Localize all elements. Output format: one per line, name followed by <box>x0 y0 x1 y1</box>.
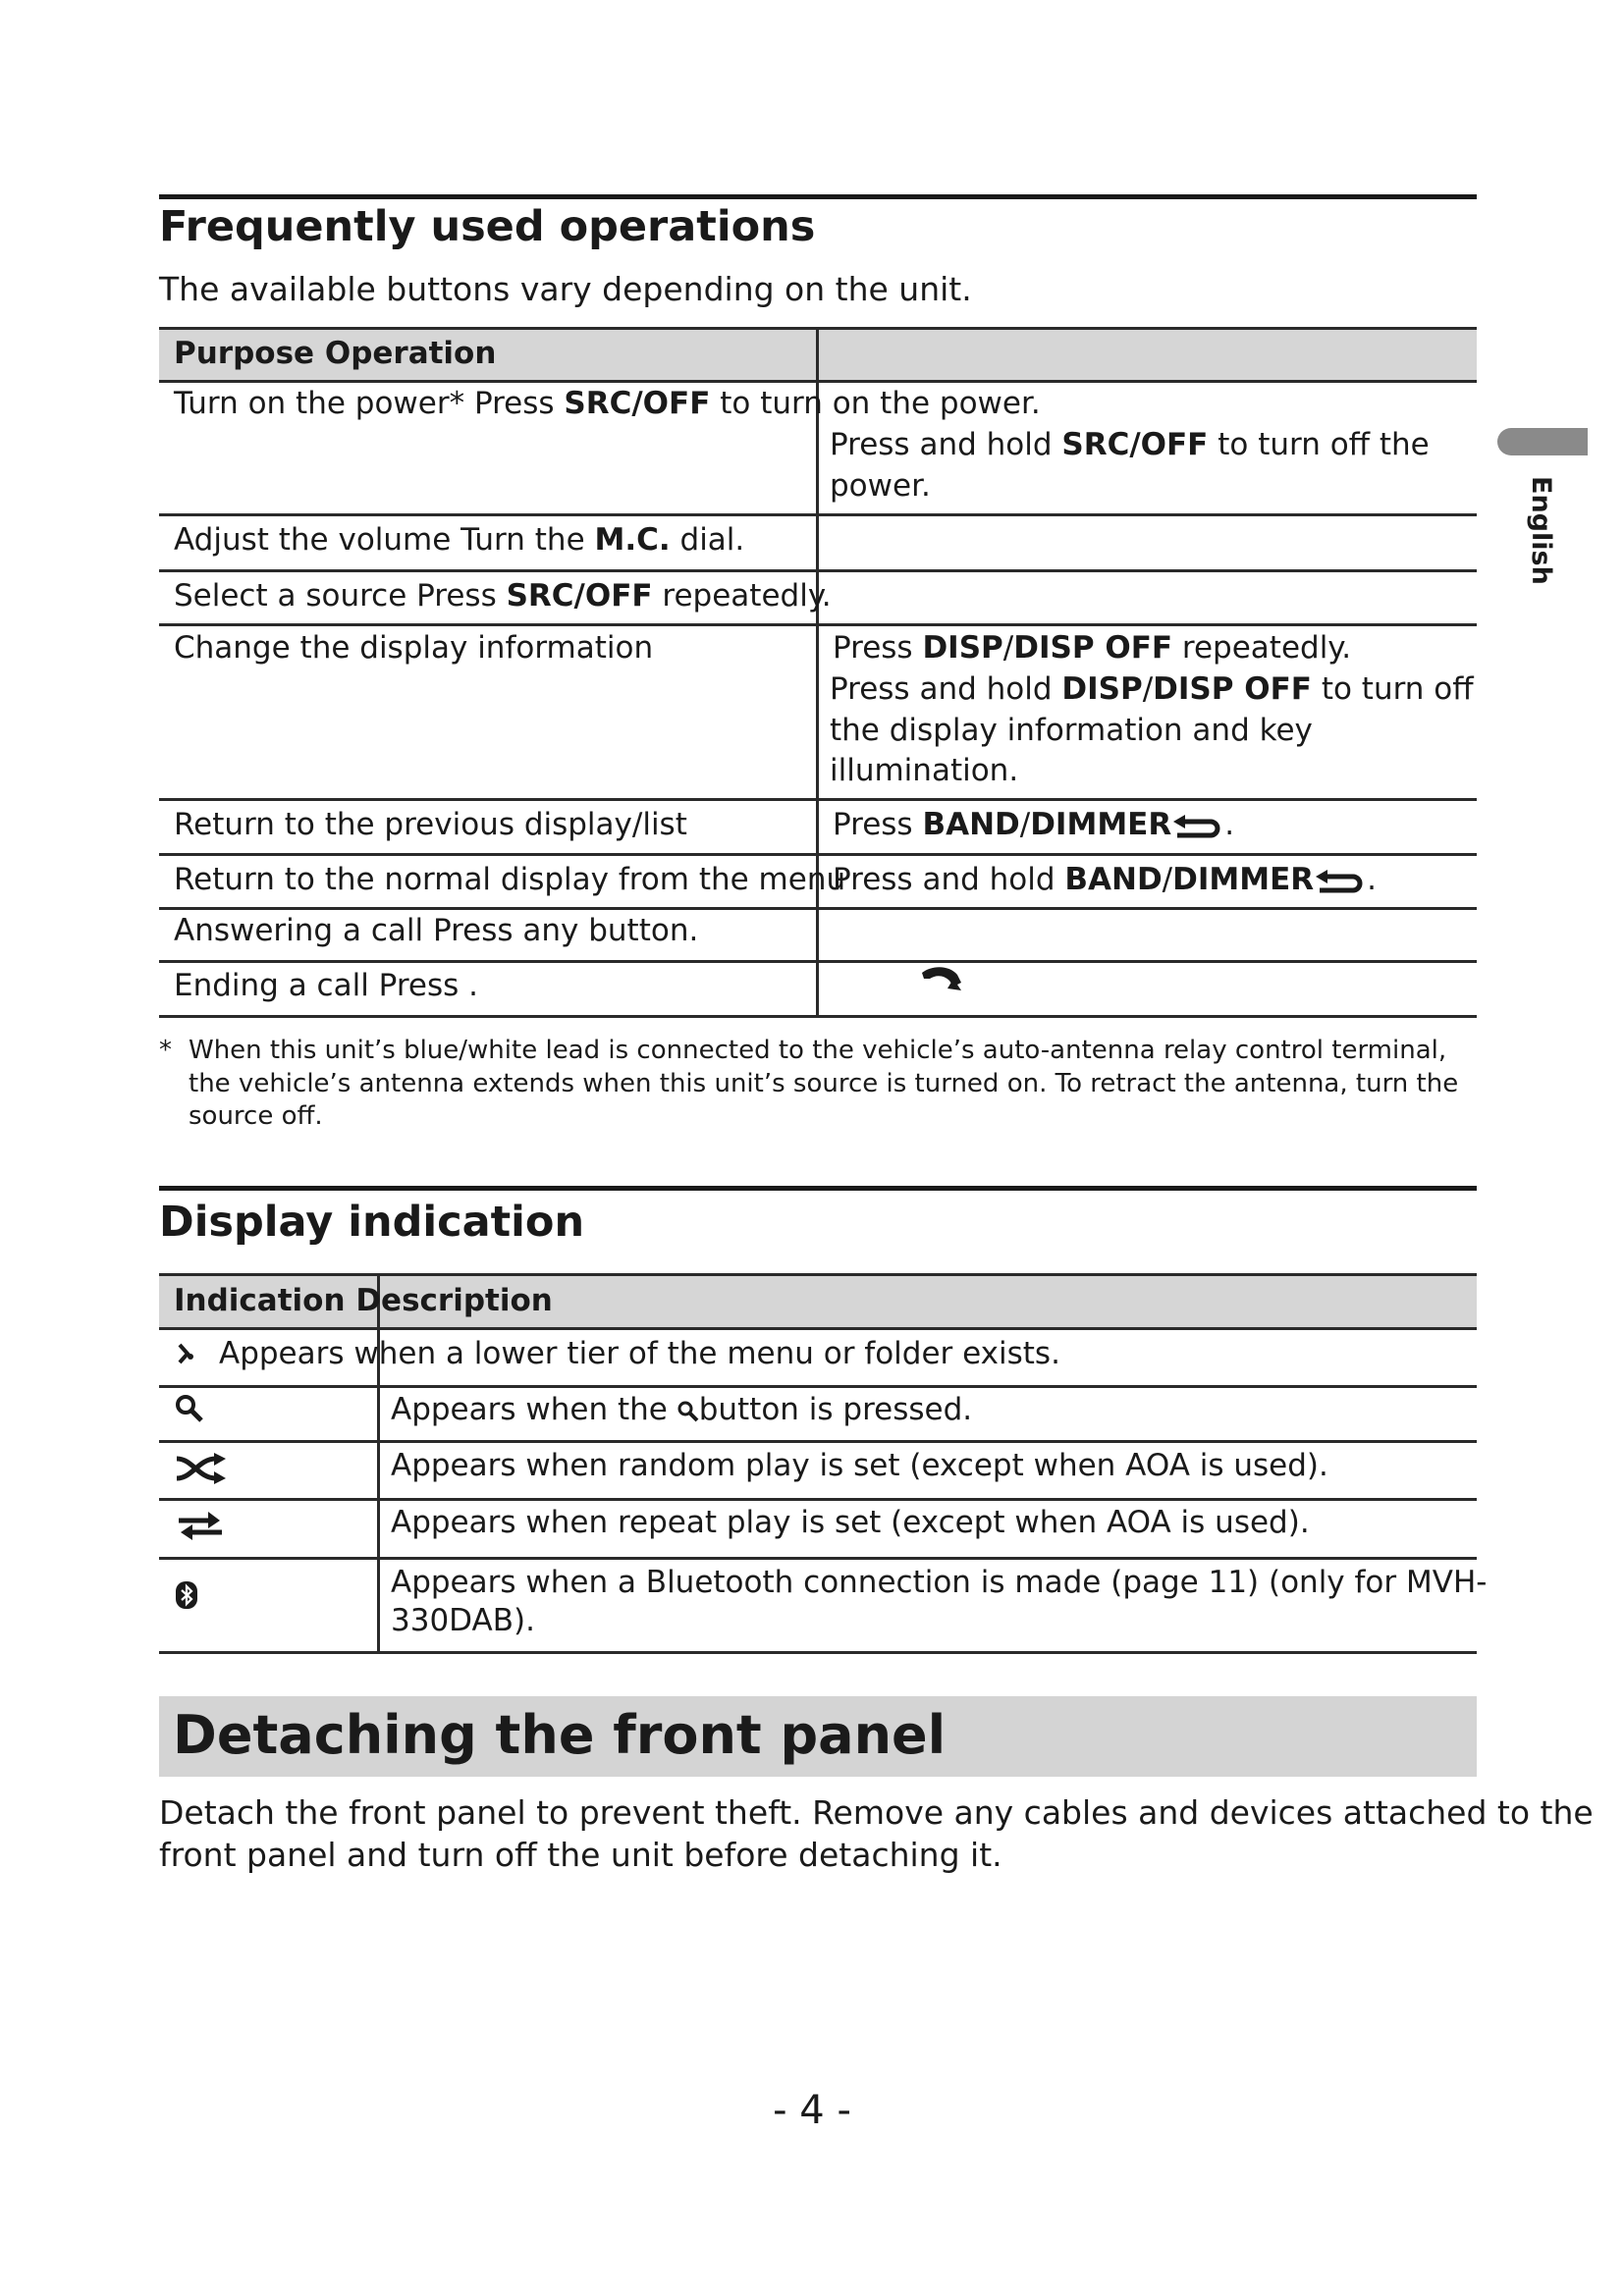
indication-text: Appears when the button is pressed. <box>391 1392 973 1427</box>
detach-text: Detach the front panel to prevent theft. Remove any cables and devices attached to the <box>159 1793 1594 1832</box>
table-row: Select a source Press SRC/OFF repeatedly. <box>174 578 832 614</box>
operation-text: Press and hold SRC/OFF to turn off the <box>830 427 1430 462</box>
section-title-detach: Detaching the front panel <box>173 1704 947 1766</box>
language-tab-marker <box>1497 428 1588 455</box>
section-title-display: Display indication <box>159 1198 585 1247</box>
table-row: Return to the normal display from the menu <box>174 862 846 897</box>
menu-tier-icon <box>177 1343 194 1364</box>
indication-text: Appears when a lower tier of the menu or folder exists. <box>219 1336 1060 1371</box>
frequent-intro: The available buttons vary depending on the unit. <box>159 270 972 308</box>
section-banner-detach <box>159 1696 1477 1777</box>
section-rule <box>159 194 1477 199</box>
operation-text: Press and hold DISP/DISP OFF to turn off <box>830 671 1474 707</box>
footnote: * When this unit’s blue/white lead is connected to the vehicle’s auto-antenna relay control terminal, the vehicle’s antenna extends when this unit’s source is turned on. To retract the antenna, turn the source off. <box>159 1036 1459 1131</box>
back-icon <box>1171 815 1224 838</box>
table-row: Turn on the power* Press SRC/OFF to turn on the power. <box>174 386 1041 421</box>
bluetooth-icon <box>175 1580 198 1610</box>
table-row: Answering a call Press any button. <box>174 913 699 948</box>
table-header-label: Indication Description <box>174 1283 553 1318</box>
section-rule <box>159 1186 1477 1191</box>
indication-text: Appears when random play is set (except when AOA is used). <box>391 1448 1328 1483</box>
back-icon <box>1314 870 1367 893</box>
section-title-frequent: Frequently used operations <box>159 202 816 251</box>
indication-text: Appears when repeat play is set (except when AOA is used). <box>391 1505 1310 1540</box>
operations-table <box>159 327 1477 1020</box>
operation-text: power. <box>830 468 931 504</box>
search-icon <box>677 1401 699 1422</box>
table-row: Adjust the volume Turn the M.C. dial. <box>174 522 745 558</box>
table-row: Change the display information <box>174 630 654 666</box>
operation-text: illumination. <box>830 753 1019 788</box>
table-row: Ending a call Press . <box>174 968 478 1003</box>
indication-table <box>159 1273 1488 1658</box>
language-label: English <box>1526 476 1556 585</box>
operation-text: Press and hold BAND/DIMMER . <box>833 862 1377 897</box>
operation-text: Press BAND/DIMMER . <box>833 807 1235 842</box>
indication-text: 330DAB). <box>391 1603 535 1638</box>
operation-text: Press DISP/DISP OFF repeatedly. <box>833 630 1352 666</box>
table-header-label: Purpose Operation <box>174 336 497 371</box>
table-row: Return to the previous display/list <box>174 807 687 842</box>
random-icon <box>175 1451 230 1486</box>
page-number: - 4 - <box>773 2088 851 2133</box>
detach-text: front panel and turn off the unit before detaching it. <box>159 1836 1002 1874</box>
operation-text: the display information and key <box>830 713 1313 748</box>
indication-text: Appears when a Bluetooth connection is made (page 11) (only for MVH- <box>391 1565 1488 1600</box>
hang-up-icon <box>920 965 963 994</box>
search-icon <box>175 1394 204 1423</box>
repeat-icon <box>175 1509 226 1544</box>
